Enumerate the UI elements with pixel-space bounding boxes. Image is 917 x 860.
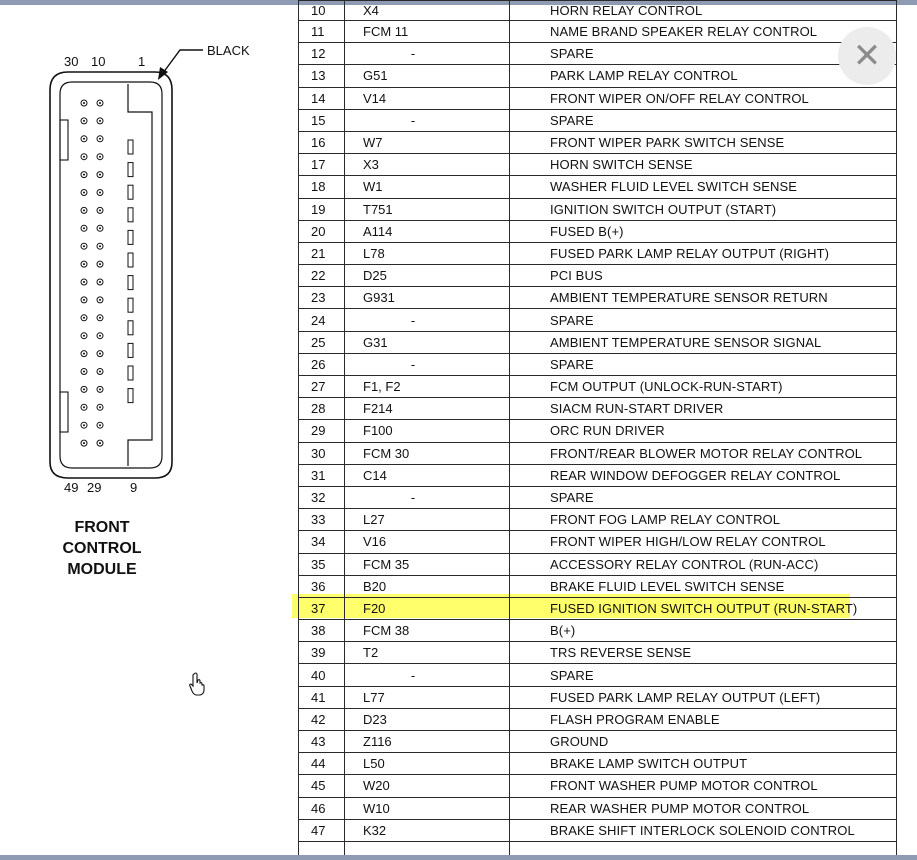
table-row [299,575,897,597]
table-row [299,309,897,331]
connector-pin-center [99,245,101,247]
pin-number: 27 [299,376,345,398]
pin-function: BRAKE SHIFT INTERLOCK SOLENOID CONTROL [510,819,897,841]
pin-function: ACCESSORY RELAY CONTROL (RUN-ACC) [510,553,897,575]
table-row [299,686,897,708]
pin-function: WASHER FLUID LEVEL SWITCH SENSE [510,176,897,198]
pin-function: HORN RELAY CONTROL [510,1,897,21]
table-row [299,198,897,220]
connector-pin-center [83,227,85,229]
pin-number: 28 [299,398,345,420]
module-title-line-2: CONTROL [62,540,142,557]
table-row [299,442,897,464]
pin-function: AMBIENT TEMPERATURE SENSOR RETURN [510,287,897,309]
pin-number: 24 [299,309,345,331]
close-icon[interactable]: ✕ [852,37,882,75]
pin-function: FUSED PARK LAMP RELAY OUTPUT (RIGHT) [510,242,897,264]
connector-pin-center [99,442,101,444]
table-row [299,220,897,242]
table-row [299,1,897,21]
circuit-id: L78 [345,242,510,264]
connector-pin-center [99,353,101,355]
pin-label-49: 49 [64,480,79,495]
pin-function: SPARE [510,486,897,508]
circuit-id: F1, F2 [345,376,510,398]
connector-slot [128,208,133,222]
circuit-id: D25 [345,265,510,287]
connector-slot [128,366,133,380]
connector-pin-center [83,281,85,283]
table-row [299,65,897,87]
pin-number: 19 [299,198,345,220]
connector-pin-center [99,227,101,229]
connector-slot [128,276,133,290]
connector-slot [128,253,133,267]
circuit-id: T2 [345,642,510,664]
circuit-id: X4 [345,1,510,21]
pin-function: FLASH PROGRAM ENABLE [510,708,897,730]
pin-function: FRONT FOG LAMP RELAY CONTROL [510,509,897,531]
connector-pin-center [99,281,101,283]
connector-pin-center [83,335,85,337]
close-button[interactable] [838,27,896,85]
circuit-id: FCM 38 [345,620,510,642]
pin-function: FRONT WIPER HIGH/LOW RELAY CONTROL [510,531,897,553]
circuit-id: L27 [345,509,510,531]
circuit-id: L50 [345,753,510,775]
connector-pin-center [83,209,85,211]
pin-label-1: 1 [138,54,146,69]
connector-slot [128,343,133,357]
pin-number: 45 [299,775,345,797]
connector-pin-center [99,299,101,301]
pin-function: AMBIENT TEMPERATURE SENSOR SIGNAL [510,331,897,353]
table-row [299,331,897,353]
pin-number: 16 [299,131,345,153]
table-row [299,642,897,664]
module-title-line-1: FRONT [74,519,130,536]
table-row [299,753,897,775]
table-row [299,553,897,575]
pin-function: IGNITION SWITCH OUTPUT (START) [510,198,897,220]
circuit-id: K32 [345,819,510,841]
pin-function: REAR WASHER PUMP MOTOR CONTROL [510,797,897,819]
pin-function: FUSED IGNITION SWITCH OUTPUT (RUN-START) [510,597,897,619]
pinout-table [298,0,897,857]
connector-pin-center [83,245,85,247]
pin-number: 21 [299,242,345,264]
pin-label-9: 9 [130,480,138,495]
pin-label-10: 10 [91,54,106,69]
connector-pins [81,100,103,446]
pin-function: FUSED B(+) [510,220,897,242]
table-row [299,486,897,508]
pin-number: 23 [299,287,345,309]
pin-number: 47 [299,819,345,841]
pin-number: 26 [299,353,345,375]
table-row [299,87,897,109]
pin-number: 33 [299,509,345,531]
table-row [299,154,897,176]
circuit-id: W1 [345,176,510,198]
table-row [299,43,897,65]
table-row [299,464,897,486]
pin-number: 22 [299,265,345,287]
circuit-id: C14 [345,464,510,486]
pin-function: BRAKE LAMP SWITCH OUTPUT [510,753,897,775]
circuit-id: V16 [345,531,510,553]
circuit-id: X3 [345,154,510,176]
table-row [299,420,897,442]
connector-pin-center [83,120,85,122]
pin-function: PCI BUS [510,265,897,287]
pin-label-29: 29 [87,480,102,495]
connector-slot [128,321,133,335]
circuit-id: - [345,664,510,686]
table-row [299,353,897,375]
table-row [299,731,897,753]
circuit-id: W20 [345,775,510,797]
circuit-id: A114 [345,220,510,242]
pin-number: 29 [299,420,345,442]
connector-outline [0,0,300,600]
circuit-id: - [345,353,510,375]
connector-slot [128,230,133,244]
connector-diagram [0,0,300,600]
table-row [299,21,897,43]
pin-function: SPARE [510,109,897,131]
pin-function: NAME BRAND SPEAKER RELAY CONTROL [510,21,897,43]
pin-function: REAR WINDOW DEFOGGER RELAY CONTROL [510,464,897,486]
connector-pin-center [83,353,85,355]
hand-pointer-icon [188,672,208,696]
connector-pin-center [83,138,85,140]
connector-pin-center [99,209,101,211]
circuit-id: W10 [345,797,510,819]
circuit-id: - [345,309,510,331]
connector-pin-center [83,156,85,158]
table-row [299,620,897,642]
pin-number: 44 [299,753,345,775]
circuit-id: - [345,109,510,131]
circuit-id: F214 [345,398,510,420]
circuit-id: F20 [345,597,510,619]
connector-color-label: BLACK [207,43,250,58]
table-row [299,287,897,309]
table-row [299,664,897,686]
connector-slot [128,140,133,154]
circuit-id: Z116 [345,731,510,753]
pin-number: 35 [299,553,345,575]
pin-function: SIACM RUN-START DRIVER [510,398,897,420]
pin-function: B(+) [510,620,897,642]
circuit-id: D23 [345,708,510,730]
table-row [299,819,897,841]
connector-pin-center [83,424,85,426]
table-row [299,265,897,287]
pin-number: 20 [299,220,345,242]
connector-pin-center [99,424,101,426]
pin-label-30: 30 [64,54,79,69]
connector-pin-center [83,299,85,301]
pin-number: 41 [299,686,345,708]
connector-pin-center [83,263,85,265]
circuit-id: T751 [345,198,510,220]
pin-number: 38 [299,620,345,642]
pin-function: HORN SWITCH SENSE [510,154,897,176]
table-row [299,509,897,531]
pin-function: ORC RUN DRIVER [510,420,897,442]
connector-slot [128,185,133,199]
connector-slot [128,298,133,312]
pin-function: SPARE [510,664,897,686]
pin-number: 32 [299,486,345,508]
table-row [299,131,897,153]
pin-number: 25 [299,331,345,353]
pin-number: 14 [299,87,345,109]
table-row [299,376,897,398]
circuit-id: L77 [345,686,510,708]
connector-pin-center [83,174,85,176]
pin-number: 46 [299,797,345,819]
table-row [299,109,897,131]
pin-number: 40 [299,664,345,686]
connector-slots [128,140,133,403]
connector-pin-center [83,102,85,104]
circuit-id: G51 [345,65,510,87]
pin-number: 31 [299,464,345,486]
circuit-id: FCM 11 [345,21,510,43]
connector-pin-center [99,371,101,373]
table-row [299,775,897,797]
pin-function: FRONT WIPER PARK SWITCH SENSE [510,131,897,153]
circuit-id: G31 [345,331,510,353]
circuit-id: - [345,43,510,65]
pin-number: 36 [299,575,345,597]
pin-function: SPARE [510,43,897,65]
connector-pin-center [99,263,101,265]
table-row [299,797,897,819]
connector-pin-center [99,406,101,408]
connector-pin-center [83,371,85,373]
module-title [40,517,164,580]
table-row [299,708,897,730]
table-row [299,531,897,553]
connector-pin-center [83,406,85,408]
pin-number: 42 [299,708,345,730]
connector-pin-center [99,102,101,104]
pin-function: GROUND [510,731,897,753]
circuit-id: - [345,486,510,508]
connector-pin-center [99,335,101,337]
pin-function: FRONT/REAR BLOWER MOTOR RELAY CONTROL [510,442,897,464]
pin-function: FUSED PARK LAMP RELAY OUTPUT (LEFT) [510,686,897,708]
pin-number: 13 [299,65,345,87]
pin-number: 12 [299,43,345,65]
pin-number: 30 [299,442,345,464]
connector-pin-center [83,192,85,194]
pin-number: 37 [299,597,345,619]
pin-function: BRAKE FLUID LEVEL SWITCH SENSE [510,575,897,597]
circuit-id: V14 [345,87,510,109]
pin-function: PARK LAMP RELAY CONTROL [510,65,897,87]
connector-pin-center [99,174,101,176]
connector-pin-center [99,156,101,158]
connector-pin-center [99,317,101,319]
connector-slot [128,163,133,177]
table-row [299,176,897,198]
pin-function: SPARE [510,353,897,375]
pin-number: 10 [299,1,345,21]
pin-number: 17 [299,154,345,176]
pin-function: FCM OUTPUT (UNLOCK-RUN-START) [510,376,897,398]
circuit-id: B20 [345,575,510,597]
connector-pin-center [99,388,101,390]
table-row [299,242,897,264]
pin-function: FRONT WIPER ON/OFF RELAY CONTROL [510,87,897,109]
pin-number: 39 [299,642,345,664]
circuit-id: G931 [345,287,510,309]
circuit-id: FCM 35 [345,553,510,575]
connector-pin-center [99,120,101,122]
connector-slot [128,389,133,403]
pin-function: FRONT WASHER PUMP MOTOR CONTROL [510,775,897,797]
connector-pin-center [83,317,85,319]
pin-number: 34 [299,531,345,553]
pin-number: 43 [299,731,345,753]
pin-function: TRS REVERSE SENSE [510,642,897,664]
pin-number: 15 [299,109,345,131]
table-row [299,597,897,619]
connector-pin-center [99,192,101,194]
connector-pin-center [83,442,85,444]
connector-pin-center [83,388,85,390]
pin-number: 18 [299,176,345,198]
table-row [299,398,897,420]
pin-function: SPARE [510,309,897,331]
module-title-line-3: MODULE [67,561,137,578]
connector-pin-center [99,138,101,140]
window-bottom-border [0,855,917,860]
circuit-id: F100 [345,420,510,442]
circuit-id: FCM 30 [345,442,510,464]
circuit-id: W7 [345,131,510,153]
pin-number: 11 [299,21,345,43]
